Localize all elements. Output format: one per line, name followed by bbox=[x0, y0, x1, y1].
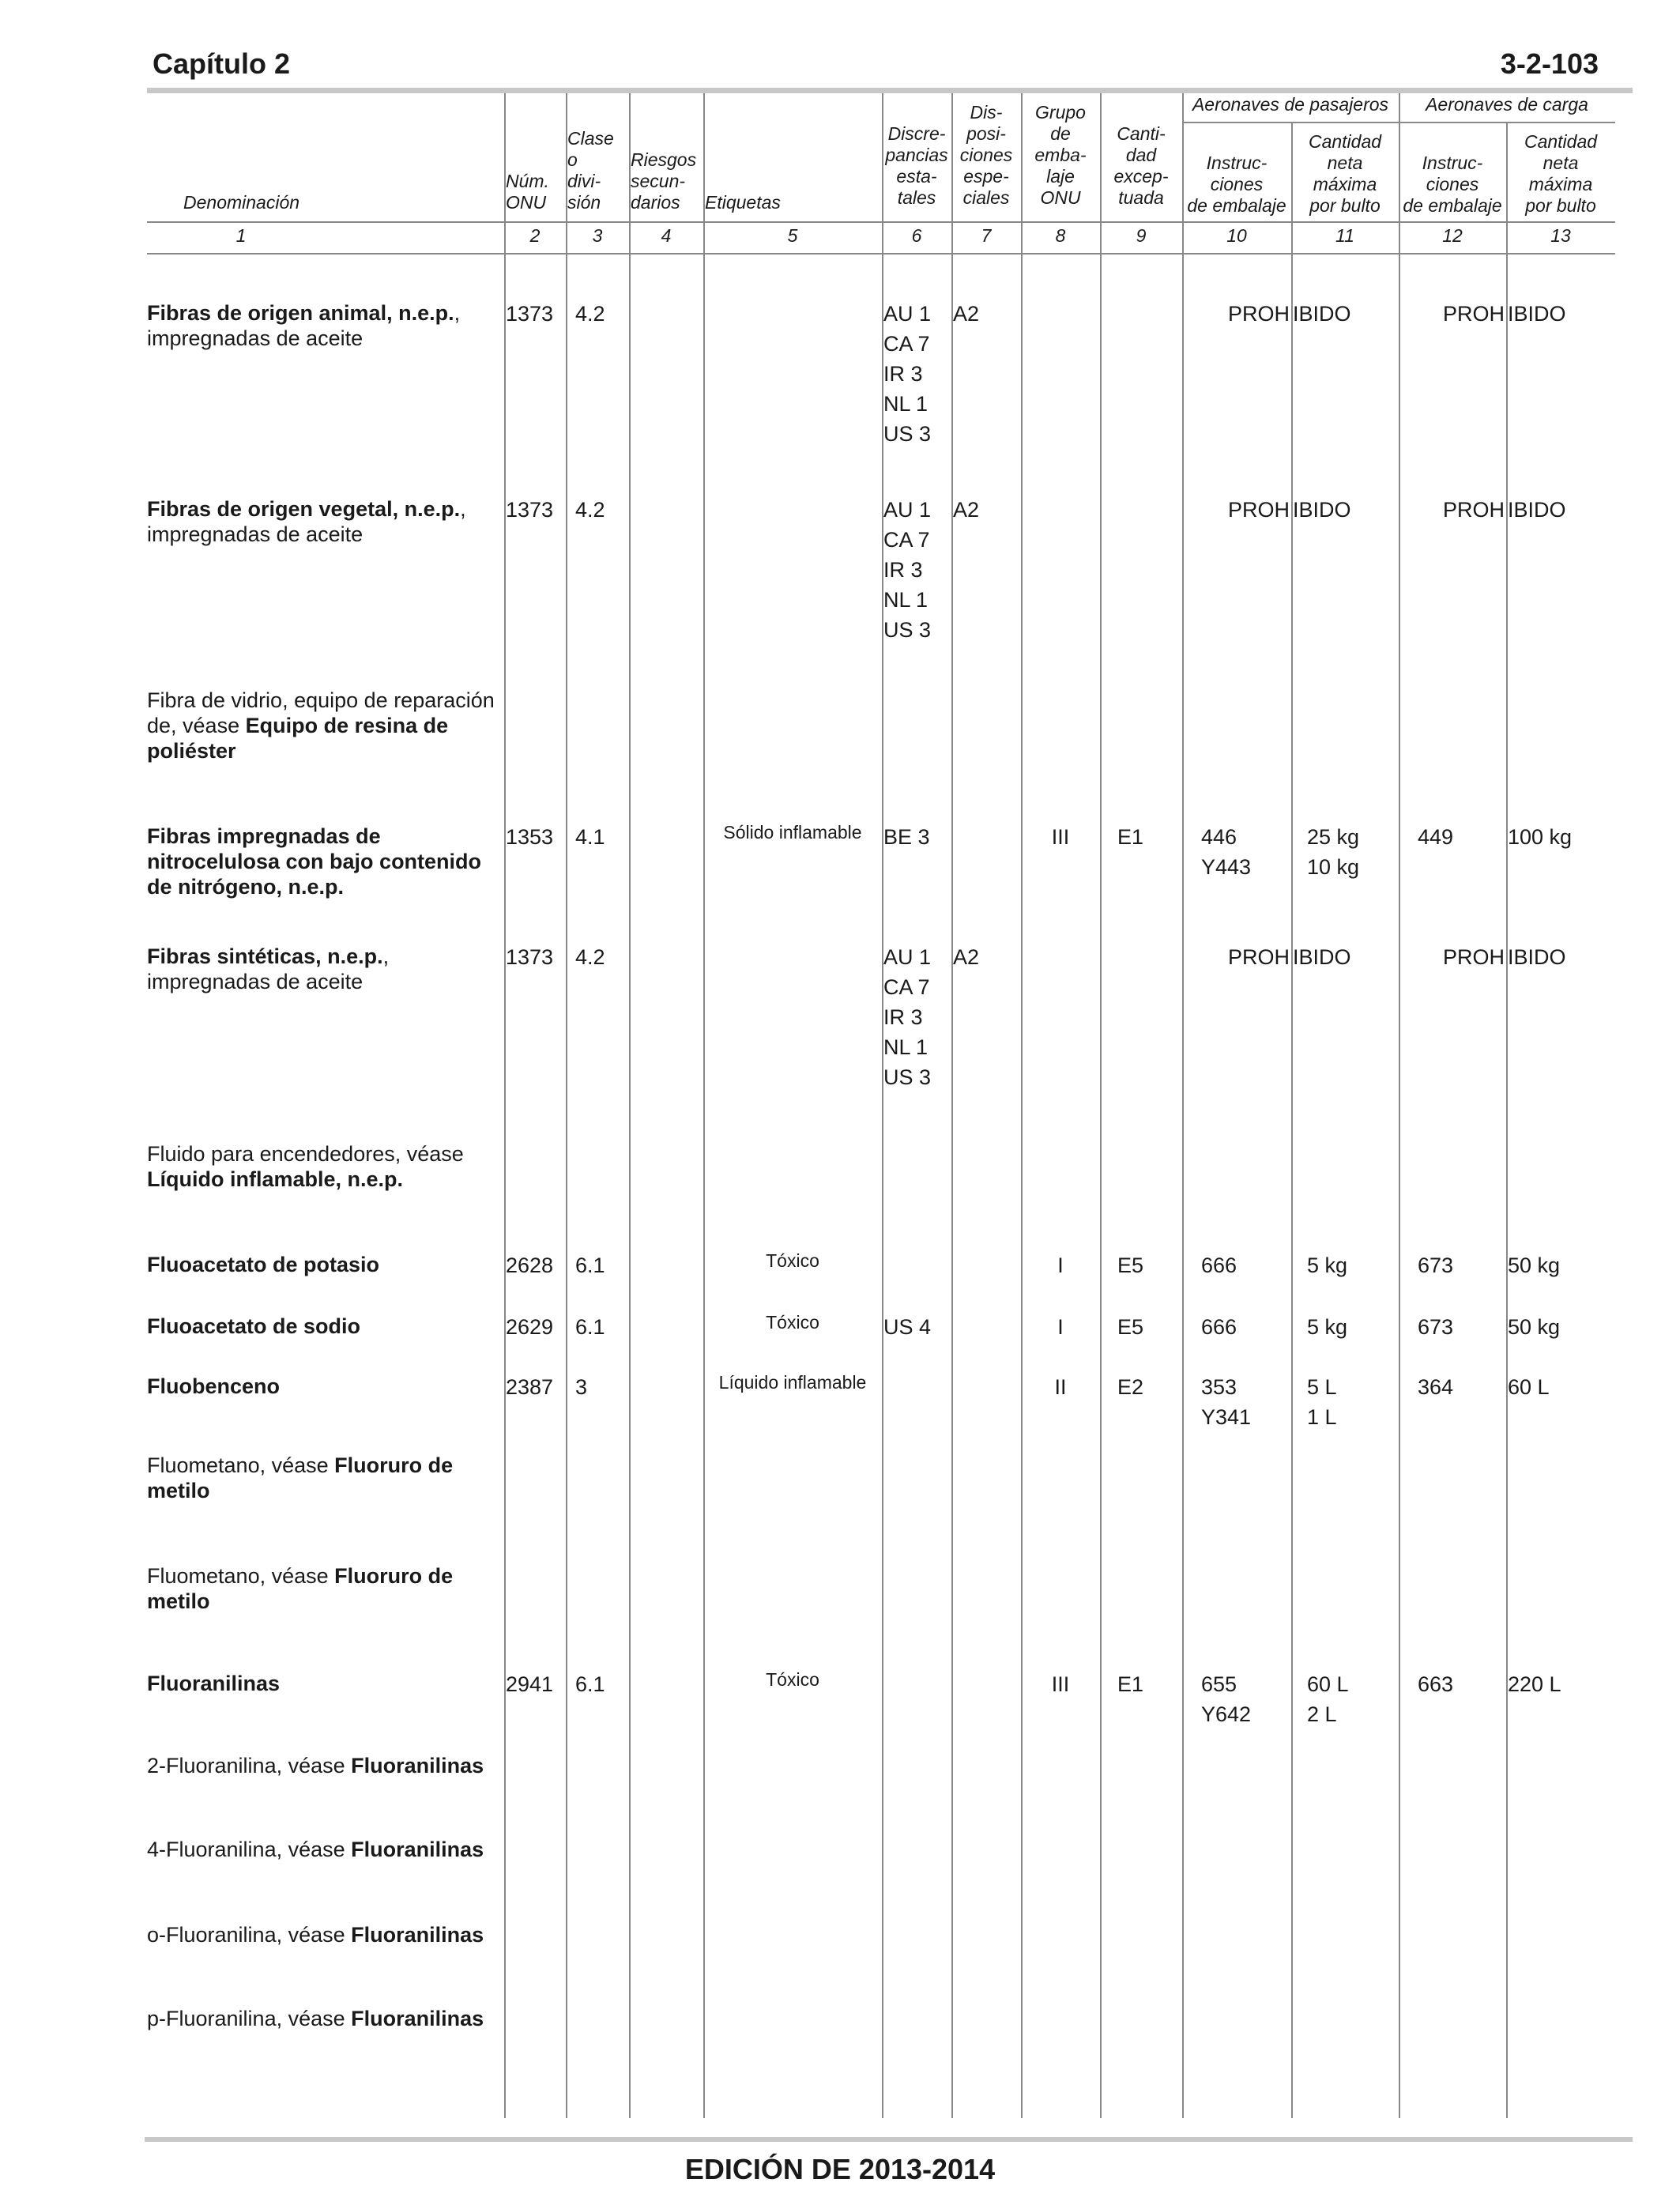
excepted-quantity: E5 bbox=[1117, 1253, 1144, 1277]
max-quantity-passenger bbox=[1307, 1372, 1394, 1432]
column-header bbox=[1023, 102, 1098, 209]
prohibited-text: IBIDO bbox=[1508, 498, 1566, 522]
column-header bbox=[1102, 123, 1181, 209]
column-number: 3 bbox=[592, 225, 603, 246]
denomination bbox=[147, 1837, 503, 1862]
class-division: 4.2 bbox=[575, 498, 605, 522]
column-number: 13 bbox=[1550, 225, 1571, 246]
column-number: 9 bbox=[1136, 225, 1147, 246]
denomination-text: Fluido para encendedores, véase bbox=[147, 1142, 464, 1166]
column-header-line: pancias bbox=[885, 145, 948, 165]
max-quantity-passenger-line: 25 kg bbox=[1307, 825, 1360, 849]
packing-instruction-cargo: 663 bbox=[1418, 1672, 1454, 1696]
packing-group: III bbox=[1051, 1672, 1070, 1696]
state-variations-line: CA 7 bbox=[883, 332, 930, 356]
column-header-line: ciales bbox=[962, 187, 1010, 208]
state-variations-line: US 4 bbox=[883, 1315, 932, 1339]
packing-instruction-passenger-line: Y443 bbox=[1201, 855, 1252, 879]
column-separator bbox=[1506, 122, 1508, 2118]
prohibited-text: IBIDO bbox=[1293, 498, 1351, 522]
edition-footer: EDICIÓN DE 2013-2014 bbox=[684, 2153, 996, 2185]
page-number: 3-2-103 bbox=[1500, 47, 1599, 80]
denomination bbox=[147, 300, 503, 351]
packing-instruction-passenger-line: Y642 bbox=[1201, 1702, 1252, 1726]
denomination-text: , impregnadas de aceite bbox=[147, 944, 390, 993]
state-variations-line: US 3 bbox=[883, 1065, 932, 1089]
column-number: 8 bbox=[1055, 225, 1066, 246]
column-header-line: sión bbox=[567, 192, 601, 213]
max-quantity-passenger bbox=[1307, 1250, 1394, 1280]
state-variations-line: NL 1 bbox=[883, 588, 929, 612]
packing-group: I bbox=[1057, 1253, 1064, 1277]
column-header-line: excep- bbox=[1113, 166, 1169, 187]
state-variations-line: AU 1 bbox=[883, 302, 932, 326]
state-variations-line: AU 1 bbox=[883, 498, 932, 522]
column-separator bbox=[629, 93, 631, 2118]
denomination-text: 2-Fluoranilina, véase bbox=[147, 1754, 352, 1777]
packing-instruction-passenger bbox=[1201, 822, 1251, 882]
top-rule bbox=[147, 88, 1633, 93]
column-header-line: espe- bbox=[963, 166, 1009, 187]
denomination bbox=[147, 944, 503, 994]
denomination-text: p-Fluoranilina, véase bbox=[147, 2007, 352, 2030]
column-separator bbox=[1100, 93, 1102, 2118]
packing-group: I bbox=[1057, 1315, 1064, 1339]
packing-group: III bbox=[1051, 825, 1070, 849]
column-header-line: de embalaje bbox=[1403, 195, 1502, 216]
column-header-line: Instruc- bbox=[1422, 153, 1483, 173]
number-row-line bbox=[147, 253, 1615, 254]
un-number: 1373 bbox=[506, 302, 554, 326]
column-header-line: Denominación bbox=[183, 192, 300, 213]
denomination bbox=[147, 1563, 503, 1614]
prohibited-text: IBIDO bbox=[1508, 302, 1566, 326]
column-header bbox=[1508, 131, 1614, 217]
hazard-label: Sólido inflamable bbox=[723, 822, 862, 843]
prohibited-text: PROH bbox=[1443, 302, 1505, 326]
state-variations-line: IR 3 bbox=[883, 558, 923, 582]
column-header-line: ONU bbox=[506, 192, 547, 213]
class-division: 3 bbox=[575, 1375, 588, 1399]
column-separator bbox=[566, 93, 567, 2118]
column-header-line: esta- bbox=[896, 166, 937, 187]
column-header-line: ciones bbox=[959, 145, 1013, 165]
header-line bbox=[147, 221, 1615, 223]
column-header-line: ciones bbox=[1210, 174, 1264, 194]
max-quantity-cargo: 60 L bbox=[1508, 1375, 1550, 1399]
column-header-line: ONU bbox=[1040, 187, 1081, 208]
hazard-label: Tóxico bbox=[766, 1250, 819, 1271]
column-number: 4 bbox=[661, 225, 672, 246]
column-header bbox=[183, 192, 488, 213]
special-provision: A2 bbox=[953, 498, 980, 522]
denomination-bold: Fibras impregnadas de nitrocelulosa con bajo contenido de nitrógeno, n.e.p. bbox=[147, 824, 482, 899]
bottom-rule bbox=[145, 2137, 1633, 2142]
state-variations bbox=[883, 495, 931, 645]
column-header-line: emba- bbox=[1034, 145, 1087, 165]
excepted-quantity: E1 bbox=[1117, 825, 1144, 849]
state-variations bbox=[883, 942, 931, 1092]
packing-instruction-passenger bbox=[1201, 1669, 1251, 1729]
packing-group: II bbox=[1054, 1375, 1067, 1399]
prohibited-text: PROH bbox=[1443, 498, 1505, 522]
chapter-title: Capítulo 2 bbox=[153, 47, 291, 80]
column-header-line: Canti- bbox=[1117, 123, 1166, 144]
max-quantity-cargo: 100 kg bbox=[1508, 825, 1573, 849]
packing-instruction-passenger-line: 446 bbox=[1201, 825, 1237, 849]
state-variations-line: CA 7 bbox=[883, 528, 930, 552]
hazard-label: Tóxico bbox=[766, 1312, 819, 1333]
state-variations-line: AU 1 bbox=[883, 945, 932, 969]
column-header-line: o bbox=[567, 149, 578, 170]
column-header-line: máxima bbox=[1528, 174, 1593, 194]
denomination bbox=[147, 824, 503, 899]
packing-instruction-cargo: 673 bbox=[1418, 1253, 1454, 1277]
class-division: 6.1 bbox=[575, 1315, 605, 1339]
prohibited-text: PROH bbox=[1228, 302, 1290, 326]
column-header-line: Cantidad bbox=[1524, 131, 1598, 152]
denomination-bold: Fluoranilinas bbox=[351, 2007, 484, 2030]
group-header: Aeronaves de pasajeros bbox=[1192, 94, 1389, 115]
class-division: 4.2 bbox=[575, 945, 605, 969]
column-header bbox=[1184, 153, 1290, 217]
column-separator bbox=[1291, 122, 1293, 2118]
group-header: Aeronaves de carga bbox=[1426, 94, 1588, 115]
column-header-line: divi- bbox=[567, 171, 601, 191]
hazard-label: Líquido inflamable bbox=[718, 1372, 867, 1393]
excepted-quantity: E5 bbox=[1117, 1315, 1144, 1339]
special-provision: A2 bbox=[953, 945, 980, 969]
column-header-line: posi- bbox=[966, 123, 1006, 144]
packing-instruction-passenger bbox=[1201, 1312, 1237, 1342]
max-quantity-passenger bbox=[1307, 822, 1394, 882]
state-variations bbox=[883, 299, 931, 449]
column-header-line: laje bbox=[1046, 166, 1075, 187]
column-header-line: tuada bbox=[1118, 187, 1164, 208]
denomination-bold: Equipo de resina de poliéster bbox=[147, 714, 449, 763]
denomination bbox=[147, 1922, 503, 1947]
denomination-text: , impregnadas de aceite bbox=[147, 301, 461, 350]
state-variations bbox=[883, 822, 930, 852]
max-quantity-passenger-line: 5 kg bbox=[1307, 1253, 1348, 1277]
denomination-bold: Fluoacetato de sodio bbox=[147, 1314, 361, 1338]
prohibited-text: PROH bbox=[1228, 945, 1290, 969]
state-variations-line: NL 1 bbox=[883, 392, 929, 416]
denomination-bold: Fluobenceno bbox=[147, 1374, 280, 1398]
denomination-bold: Fluoruro de metilo bbox=[147, 1564, 454, 1613]
denomination-text: o-Fluoranilina, véase bbox=[147, 1923, 352, 1947]
denomination bbox=[147, 1374, 503, 1399]
special-provision: A2 bbox=[953, 302, 980, 326]
denomination-text: Fluometano, véase bbox=[147, 1453, 335, 1477]
denomination bbox=[147, 1141, 503, 1192]
column-header-line: por bulto bbox=[1309, 195, 1381, 216]
column-header-line: tales bbox=[897, 187, 936, 208]
denomination-bold: Fibras de origen vegetal, n.e.p. bbox=[147, 497, 461, 521]
denomination bbox=[147, 1671, 503, 1696]
column-header-line: Etiquetas bbox=[705, 192, 781, 213]
denomination-bold: Fibras sintéticas, n.e.p. bbox=[147, 944, 383, 968]
column-header-line: de bbox=[1050, 123, 1071, 144]
excepted-quantity: E1 bbox=[1117, 1672, 1144, 1696]
group-header-line bbox=[1182, 122, 1615, 123]
max-quantity-cargo: 50 kg bbox=[1508, 1253, 1561, 1277]
column-header-line: Discre- bbox=[887, 123, 946, 144]
denomination-bold: Fluoranilinas bbox=[351, 1923, 484, 1947]
packing-instruction-passenger bbox=[1201, 1250, 1237, 1280]
column-header-line: de embalaje bbox=[1187, 195, 1286, 216]
column-number: 11 bbox=[1335, 225, 1354, 246]
column-number: 2 bbox=[529, 225, 541, 246]
max-quantity-passenger bbox=[1307, 1669, 1394, 1729]
packing-instruction-passenger bbox=[1201, 1372, 1251, 1432]
packing-instruction-passenger-line: Y341 bbox=[1201, 1405, 1252, 1429]
max-quantity-passenger-line: 1 L bbox=[1307, 1405, 1337, 1429]
column-header-line: Instruc- bbox=[1206, 153, 1268, 173]
column-number: 6 bbox=[911, 225, 922, 246]
denomination-bold: Fluoruro de metilo bbox=[147, 1453, 454, 1502]
column-header bbox=[567, 128, 627, 213]
denomination-text: , impregnadas de aceite bbox=[147, 497, 466, 546]
column-header-line: por bulto bbox=[1525, 195, 1596, 216]
column-separator bbox=[1021, 93, 1023, 2118]
column-header bbox=[506, 171, 564, 213]
un-number: 2387 bbox=[506, 1375, 554, 1399]
column-header-line: Cantidad bbox=[1308, 131, 1382, 152]
column-number: 12 bbox=[1442, 225, 1463, 246]
packing-instruction-passenger-line: 353 bbox=[1201, 1375, 1237, 1399]
column-separator bbox=[1182, 93, 1184, 2118]
column-header-line: dad bbox=[1125, 145, 1157, 165]
column-separator bbox=[951, 93, 953, 2118]
state-variations-line: US 3 bbox=[883, 618, 932, 642]
denomination-text: Fibra de vidrio, equipo de reparación de, véase bbox=[147, 688, 495, 737]
packing-instruction-cargo: 449 bbox=[1418, 825, 1454, 849]
column-header bbox=[705, 192, 880, 213]
max-quantity-passenger-line: 2 L bbox=[1307, 1702, 1337, 1726]
state-variations-line: CA 7 bbox=[883, 975, 930, 999]
denomination-bold: Fluoranilinas bbox=[351, 1754, 484, 1777]
packing-instruction-cargo: 364 bbox=[1418, 1375, 1454, 1399]
denomination bbox=[147, 688, 503, 763]
column-header-line: neta bbox=[1327, 153, 1363, 173]
max-quantity-passenger-line: 60 L bbox=[1307, 1672, 1349, 1696]
denomination bbox=[147, 2006, 503, 2031]
column-header-line: Riesgos bbox=[631, 149, 697, 170]
un-number: 1353 bbox=[506, 825, 554, 849]
column-number: 5 bbox=[787, 225, 798, 246]
denomination-text: Fluometano, véase bbox=[147, 1564, 335, 1588]
max-quantity-passenger-line: 10 kg bbox=[1307, 855, 1360, 879]
column-header-line: darios bbox=[631, 192, 680, 213]
state-variations-line: BE 3 bbox=[883, 825, 930, 849]
class-division: 4.1 bbox=[575, 825, 605, 849]
un-number: 1373 bbox=[506, 945, 554, 969]
un-number: 2941 bbox=[506, 1672, 554, 1696]
column-number: 1 bbox=[235, 225, 247, 246]
state-variations-line: NL 1 bbox=[883, 1035, 929, 1059]
denomination bbox=[147, 1753, 503, 1778]
column-header-line: Grupo bbox=[1035, 102, 1086, 123]
max-quantity-passenger bbox=[1307, 1312, 1394, 1342]
column-header bbox=[1400, 153, 1505, 217]
prohibited-text: PROH bbox=[1443, 945, 1505, 969]
column-separator bbox=[504, 93, 506, 2118]
state-variations bbox=[883, 1312, 931, 1342]
class-division: 6.1 bbox=[575, 1672, 605, 1696]
un-number: 2629 bbox=[506, 1315, 554, 1339]
class-division: 4.2 bbox=[575, 302, 605, 326]
column-header bbox=[1293, 131, 1397, 217]
prohibited-text: IBIDO bbox=[1508, 945, 1566, 969]
denomination-bold: Fibras de origen animal, n.e.p. bbox=[147, 301, 454, 325]
max-quantity-passenger-line: 5 L bbox=[1307, 1375, 1337, 1399]
prohibited-text: PROH bbox=[1228, 498, 1290, 522]
un-number: 2628 bbox=[506, 1253, 554, 1277]
denomination bbox=[147, 1453, 503, 1503]
column-header bbox=[883, 123, 950, 209]
denomination-bold: Fluoranilinas bbox=[147, 1672, 281, 1695]
state-variations-line: IR 3 bbox=[883, 1005, 923, 1029]
column-header-line: Clase bbox=[567, 128, 614, 149]
denomination-bold: Fluoacetato de potasio bbox=[147, 1253, 380, 1276]
column-header-line: máxima bbox=[1313, 174, 1377, 194]
column-header-line: Núm. bbox=[506, 171, 549, 191]
denomination bbox=[147, 1314, 503, 1339]
class-division: 6.1 bbox=[575, 1253, 605, 1277]
denomination bbox=[147, 496, 503, 547]
prohibited-text: IBIDO bbox=[1293, 302, 1351, 326]
state-variations-line: IR 3 bbox=[883, 362, 923, 386]
column-header bbox=[631, 149, 702, 213]
hazard-label: Tóxico bbox=[766, 1669, 819, 1690]
un-number: 1373 bbox=[506, 498, 554, 522]
denomination-bold: Líquido inflamable, n.e.p. bbox=[147, 1167, 404, 1191]
packing-instruction-passenger-line: 666 bbox=[1201, 1315, 1237, 1339]
column-header-line: Dis- bbox=[970, 102, 1003, 123]
column-header-line: neta bbox=[1543, 153, 1579, 173]
packing-instruction-cargo: 673 bbox=[1418, 1315, 1454, 1339]
column-separator bbox=[1399, 93, 1400, 2118]
excepted-quantity: E2 bbox=[1117, 1375, 1144, 1399]
column-number: 7 bbox=[981, 225, 992, 246]
denomination bbox=[147, 1252, 503, 1277]
state-variations-line: US 3 bbox=[883, 422, 932, 446]
max-quantity-cargo: 50 kg bbox=[1508, 1315, 1561, 1339]
max-quantity-passenger-line: 5 kg bbox=[1307, 1315, 1348, 1339]
prohibited-text: IBIDO bbox=[1293, 945, 1351, 969]
denomination-bold: Fluoranilinas bbox=[351, 1838, 484, 1861]
column-number: 10 bbox=[1226, 225, 1247, 246]
denomination-text: 4-Fluoranilina, véase bbox=[147, 1838, 352, 1861]
max-quantity-cargo: 220 L bbox=[1508, 1672, 1561, 1696]
column-header-line: secun- bbox=[631, 171, 686, 191]
column-header bbox=[953, 102, 1019, 209]
column-separator bbox=[703, 93, 705, 2118]
column-header-line: ciones bbox=[1426, 174, 1479, 194]
packing-instruction-passenger-line: 655 bbox=[1201, 1672, 1237, 1696]
packing-instruction-passenger-line: 666 bbox=[1201, 1253, 1237, 1277]
